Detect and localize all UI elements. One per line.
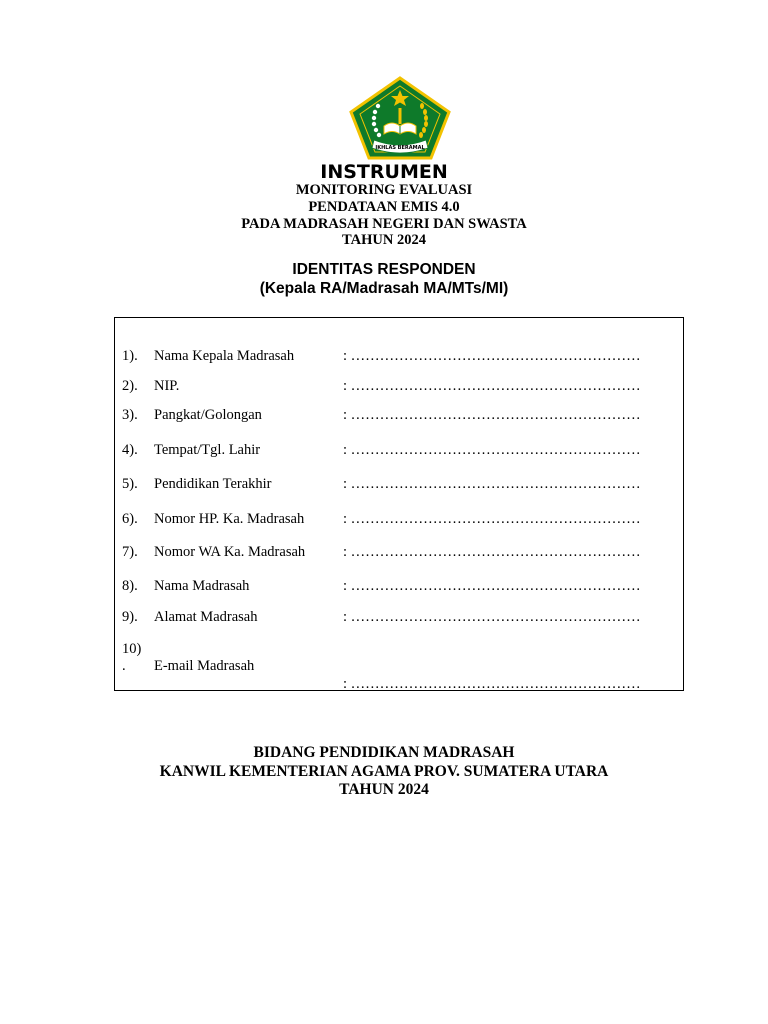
row-label: E-mail Madrasah [154,658,255,674]
footer-line-2: KANWIL KEMENTERIAN AGAMA PROV. SUMATERA UTARA [159,763,609,780]
row-number: 9). [122,609,138,625]
row-label: Nama Madrasah [154,578,250,594]
form-row [115,509,685,529]
fill-in-field[interactable]: : …………………………………………………… [343,578,641,594]
form-row [115,405,685,425]
row-number-suffix: . [122,658,126,674]
row-number: 8). [122,578,138,594]
document-title: INSTRUMEN [320,161,448,183]
form-row [115,474,685,494]
fill-in-field[interactable]: : …………………………………………………… [343,348,641,364]
row-number: 7). [122,544,138,560]
row-number: 6). [122,511,138,527]
footer-line-3: TAHUN 2024 [339,781,429,798]
form-row [115,542,685,562]
subtitle-line-4: TAHUN 2024 [342,232,426,248]
row-label: Pangkat/Golongan [154,407,262,423]
fill-in-field[interactable]: : …………………………………………………… [343,476,641,492]
form-row [115,440,685,460]
row-number: 5). [122,476,138,492]
row-label: Nomor WA Ka. Madrasah [154,544,306,560]
footer-line-1: BIDANG PENDIDIKAN MADRASAH [253,744,515,761]
section-title: IDENTITAS RESPONDEN [292,261,476,278]
form-row [115,346,685,366]
row-label: Pendidikan Terakhir [154,476,272,492]
form-row [115,376,685,396]
fill-in-field[interactable]: : …………………………………………………… [343,511,641,527]
row-number: 4). [122,442,138,458]
fill-in-field[interactable]: : …………………………………………………… [343,544,641,560]
section-subtitle: (Kepala RA/Madrasah MA/MTs/MI) [259,280,509,297]
fill-in-field[interactable]: : …………………………………………………… [343,609,641,625]
fill-in-field[interactable]: : …………………………………………………… [343,676,641,692]
fill-in-field[interactable]: : …………………………………………………… [343,407,641,423]
row-number: 10) [122,641,142,657]
subtitle-line-3: PADA MADRASAH NEGERI DAN SWASTA [241,216,527,232]
form-row [115,607,685,627]
row-number: 3). [122,407,138,423]
form-row [115,656,685,676]
respondent-identity-form [114,317,684,691]
fill-in-field[interactable]: : …………………………………………………… [343,378,641,394]
row-number: 2). [122,378,138,394]
fill-in-field[interactable]: : …………………………………………………… [343,442,641,458]
form-row-field [115,674,685,694]
row-label: NIP. [154,378,180,394]
row-number: 1). [122,348,138,364]
row-label: Alamat Madrasah [154,609,258,625]
row-label: Nomor HP. Ka. Madrasah [154,511,305,527]
row-label: Tempat/Tgl. Lahir [154,442,261,458]
subtitle-line-1: MONITORING EVALUASI [295,182,473,198]
logo-banner-text: IKHLAS BERAMAL [375,145,425,151]
subtitle-line-2: PENDATAAN EMIS 4.0 [308,199,460,215]
kemenag-logo [348,76,452,160]
form-row [115,576,685,596]
row-label: Nama Kepala Madrasah [154,348,295,364]
